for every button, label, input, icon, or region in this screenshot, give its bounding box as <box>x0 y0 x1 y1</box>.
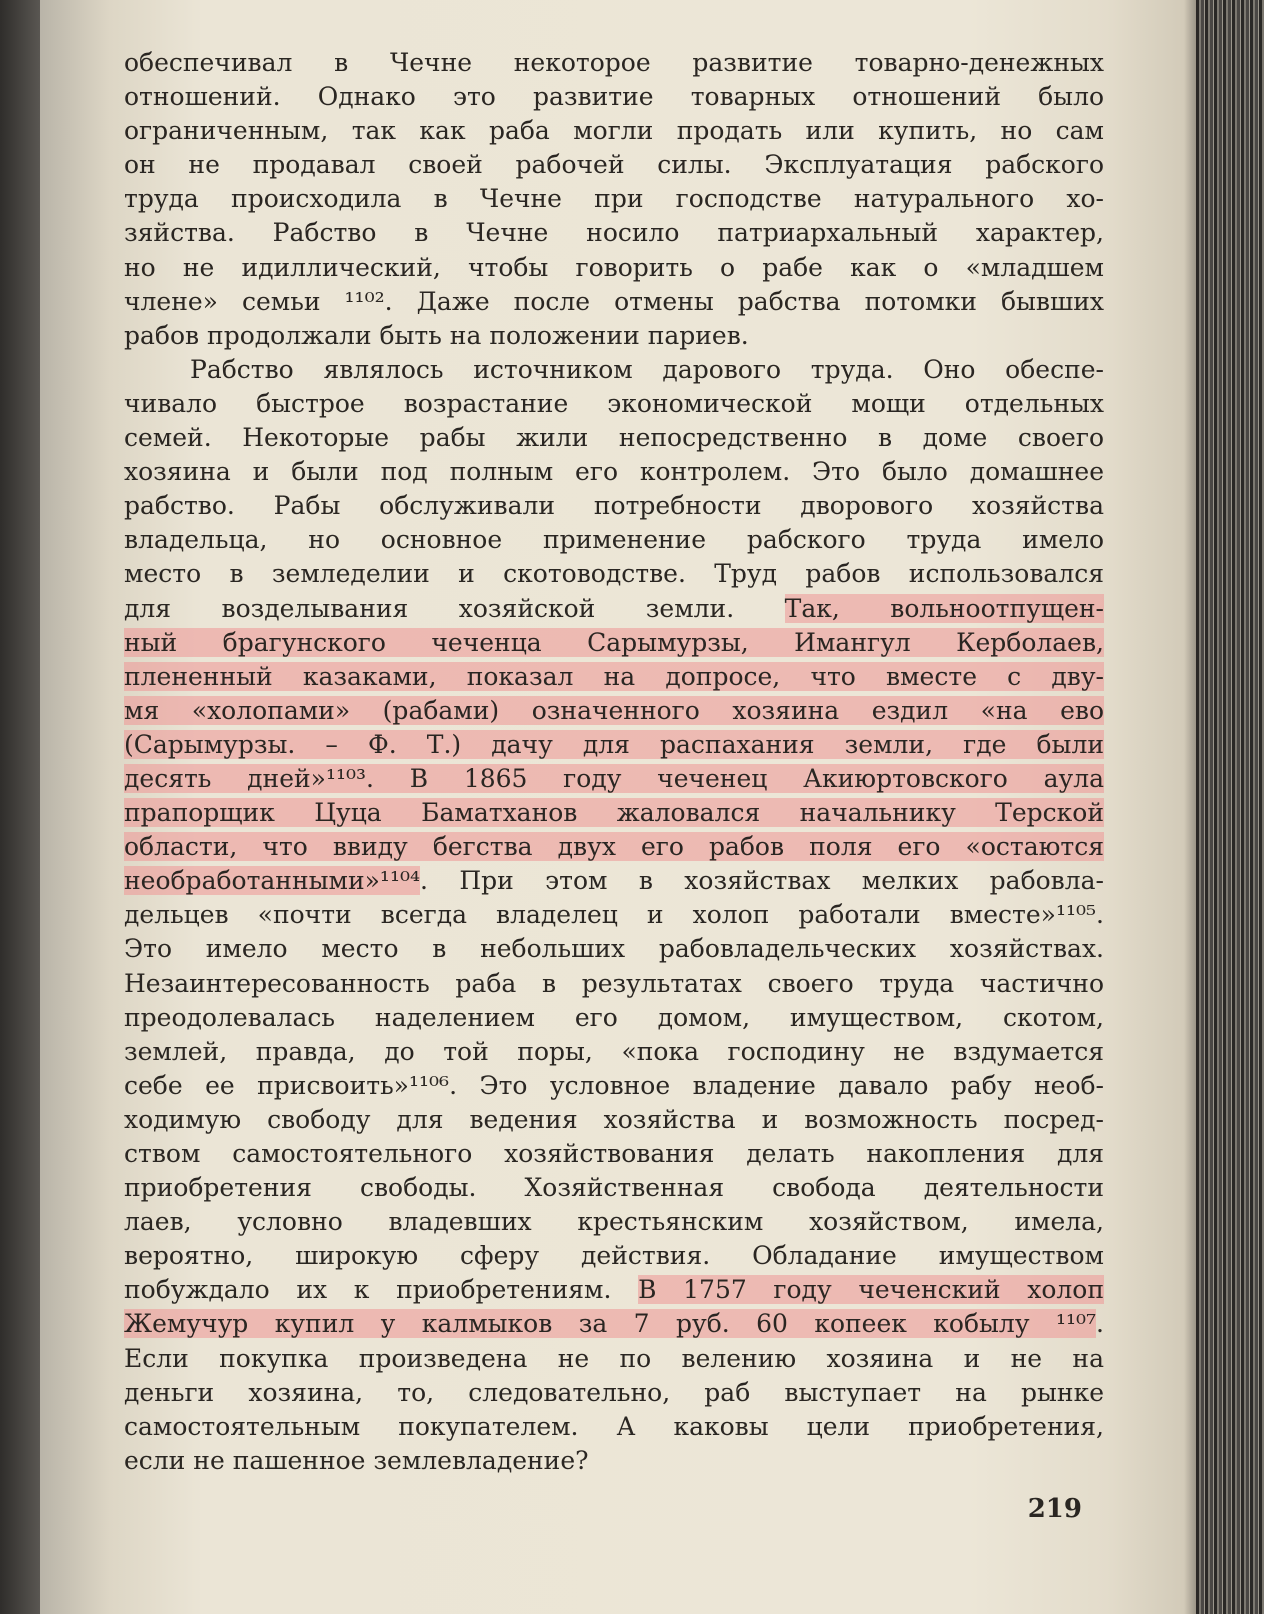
text-line <box>124 1171 1104 1205</box>
page-number: 219 <box>1027 1494 1082 1524</box>
text-segment: ством самостоятельного хозяйствования делать накопления для <box>124 1139 1104 1168</box>
text-line <box>124 182 1104 216</box>
text-segment: обеспечивал в Чечне некоторое развитие товарно-денежных <box>124 48 1104 77</box>
text-line <box>124 319 1104 353</box>
text-segment: Рабство являлось источником дарового труда. Оно обеспе- <box>190 354 1104 384</box>
highlighted-text: десять дней»¹¹⁰³. В 1865 году чеченец Акиюртовского аула <box>124 763 1104 793</box>
text-segment: семей. Некоторые рабы жили непосредственно в доме своего <box>124 423 1104 453</box>
highlighted-text: (Сарымурзы. – Ф. Т.) дачу для распахания земли, где были <box>124 729 1104 759</box>
text-line <box>124 523 1104 557</box>
text-line <box>124 1103 1104 1137</box>
text-line <box>124 1205 1104 1239</box>
text-line <box>124 1035 1104 1069</box>
page-edges <box>1196 0 1264 1614</box>
text-segment: дельцев «почти всегда владелец и холоп работали вместе»¹¹⁰⁵. <box>124 900 1104 930</box>
text-segment: Если покупка произведена не по велению хозяина и не на <box>124 1343 1104 1373</box>
text-segment: землей, правда, до той поры, «пока господину не вздумается <box>124 1036 1104 1066</box>
highlighted-text: области, что ввиду бегства двух его рабов поля его «остаются <box>124 832 1104 862</box>
highlighted-text: Так, вольноотпущен- <box>784 593 1104 623</box>
text-line <box>124 1273 1104 1307</box>
highlighted-text: В 1757 году чеченский холоп <box>638 1275 1104 1305</box>
text-line <box>124 46 1104 80</box>
text-segment: побуждало их к приобретениям. <box>124 1275 639 1305</box>
text-line <box>124 967 1104 1001</box>
text-line <box>124 285 1104 319</box>
text-line <box>124 216 1104 250</box>
text-segment: рабов продолжали быть на положении париев. <box>124 320 749 350</box>
highlighted-text: необработанными»¹¹⁰⁴ <box>124 866 421 896</box>
highlighted-text: ный брагунского чеченца Сарымурзы, Имангул Керболаев, <box>124 627 1104 657</box>
text-segment: Незаинтересованность раба в результатах своего труда частично <box>124 968 1104 998</box>
text-segment: . При этом в хозяйствах мелких рабовла- <box>420 866 1104 896</box>
text-segment: труда происходила в Чечне при господстве натурального хо- <box>124 184 1104 214</box>
text-segment: лаев, условно владевших крестьянским хозяйством, имела, <box>124 1207 1104 1237</box>
text-line <box>124 864 1104 898</box>
text-segment: но не идиллический, чтобы говорить о рабе как о «младшем <box>124 252 1104 282</box>
text-line <box>124 694 1104 728</box>
text-line <box>124 114 1104 148</box>
text-line <box>124 626 1104 660</box>
text-segment: приобретения свободы. Хозяйственная свобода деятельности <box>124 1173 1104 1203</box>
text-segment: самостоятельным покупателем. А каковы цели приобретения, <box>124 1411 1104 1441</box>
text-segment: если не пашенное землевладение? <box>124 1445 589 1475</box>
text-line <box>124 762 1104 796</box>
text-line <box>124 80 1104 114</box>
text-segment: ходимую свободу для ведения хозяйства и возможность посред- <box>124 1104 1104 1134</box>
text-line <box>124 660 1104 694</box>
text-segment: преодолевалась наделением его домом, имуществом, скотом, <box>124 1002 1104 1032</box>
text-segment: члене» семьи ¹¹⁰². Даже после отмены рабства потомки бывших <box>124 286 1104 316</box>
text-line <box>124 1342 1104 1376</box>
text-line <box>124 830 1104 864</box>
text-segment: чивало быстрое возрастание экономической мощи отдельных <box>124 388 1104 418</box>
text-segment: владельца, но основное применение рабского труда имело <box>124 525 1104 555</box>
text-line <box>124 1307 1104 1341</box>
text-line <box>124 1001 1104 1035</box>
text-line <box>124 1376 1104 1410</box>
text-line <box>124 387 1104 421</box>
highlighted-text: Жемучур купил у калмыков за 7 руб. 60 копеек кобылу ¹¹⁰⁷ <box>124 1309 1097 1339</box>
text-line <box>124 932 1104 966</box>
text-line <box>124 421 1104 455</box>
text-line <box>124 592 1104 626</box>
text-segment: ограниченным, так как раба могли продать или купить, но сам <box>124 116 1104 146</box>
text-segment: он не продавал своей рабочей силы. Эксплуатация рабского <box>124 150 1104 180</box>
text-line <box>124 353 1104 387</box>
text-segment: место в земледелии и скотоводстве. Труд рабов использовался <box>124 559 1104 589</box>
text-segment: деньги хозяина, то, следовательно, раб выступает на рынке <box>124 1377 1104 1407</box>
highlighted-text: плененный казаками, показал на допросе, что вместе с дву- <box>124 661 1104 691</box>
text-line <box>124 251 1104 285</box>
text-segment: зяйства. Рабство в Чечне носило патриархальный характер, <box>124 218 1104 248</box>
text-segment: отношений. Однако это развитие товарных отношений было <box>124 82 1104 112</box>
text-line <box>124 796 1104 830</box>
text-line <box>124 489 1104 523</box>
text-segment: вероятно, широкую сферу действия. Обладание имуществом <box>124 1241 1104 1271</box>
text-segment: себе ее присвоить»¹¹⁰⁶. Это условное владение давало рабу необ- <box>124 1070 1104 1100</box>
text-line <box>124 1239 1104 1273</box>
text-line <box>124 728 1104 762</box>
text-segment: для возделывания хозяйской земли. <box>124 593 785 623</box>
body-text <box>124 46 1104 1478</box>
text-line <box>124 1069 1104 1103</box>
text-line <box>124 1410 1104 1444</box>
text-line <box>124 148 1104 182</box>
text-line <box>124 1444 1104 1478</box>
text-line <box>124 455 1104 489</box>
text-segment: рабство. Рабы обслуживали потребности дворового хозяйства <box>124 491 1104 521</box>
text-line <box>124 1137 1104 1171</box>
highlighted-text: прапорщик Цуца Баматханов жаловался начальнику Терской <box>124 798 1104 828</box>
highlighted-text: мя «холопами» (рабами) означенного хозяина ездил «на ево <box>124 695 1104 725</box>
text-segment: Это имело место в небольших рабовладельческих хозяйствах. <box>124 934 1104 964</box>
text-segment: хозяина и были под полным его контролем. Это было домашнее <box>124 457 1104 487</box>
text-line <box>124 898 1104 932</box>
text-segment: . <box>1096 1309 1104 1339</box>
text-line <box>124 557 1104 591</box>
